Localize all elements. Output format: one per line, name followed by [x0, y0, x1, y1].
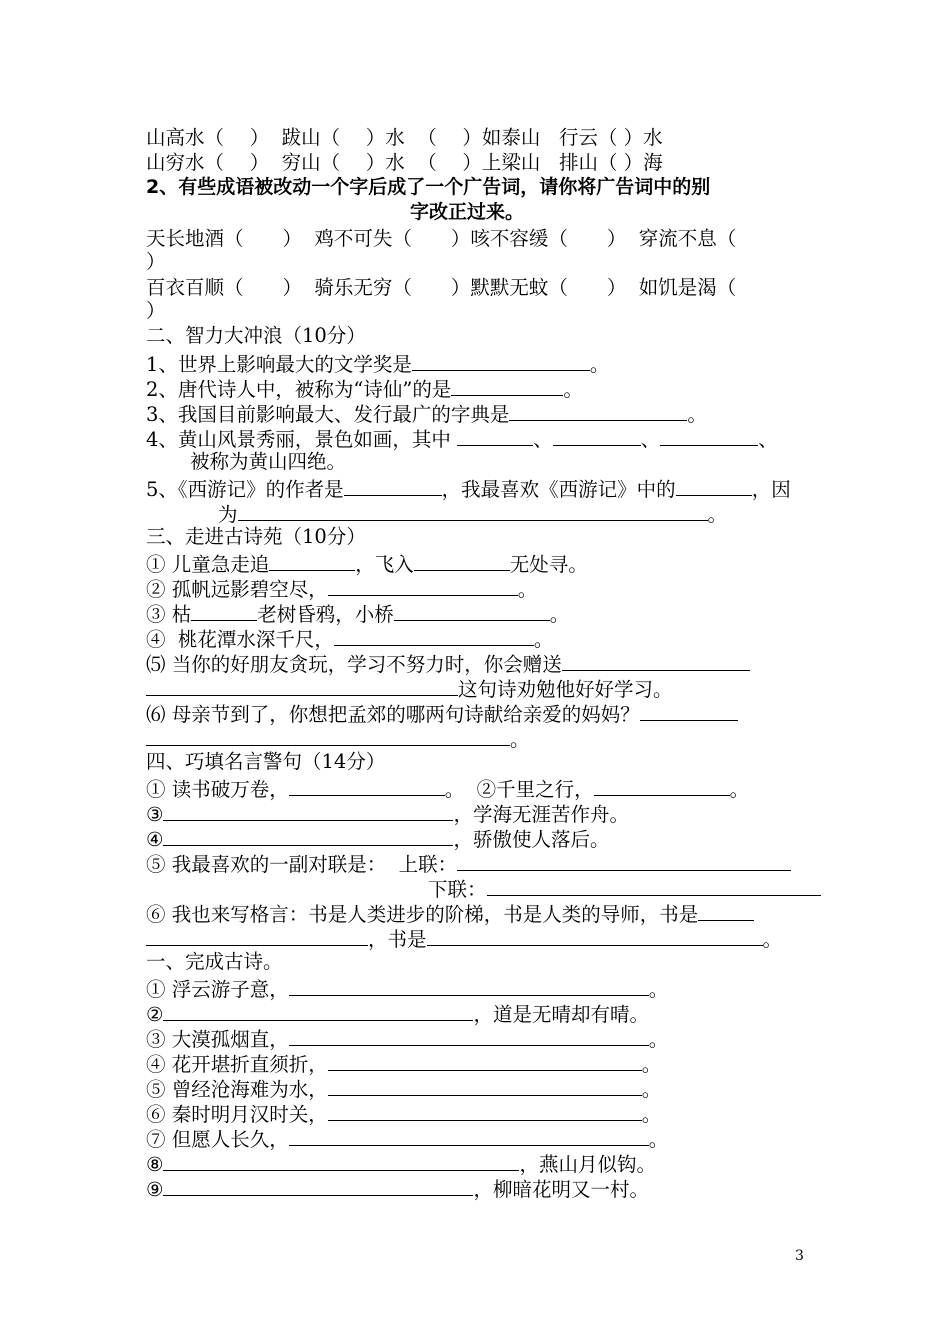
s3-line-1: ① 儿童急走追 ，飞入 无处寻。 — [146, 553, 588, 576]
blank[interactable] — [163, 802, 453, 821]
blank[interactable] — [163, 827, 453, 846]
s2-question-2: 2、唐代诗人中，被称为“诗仙”的是 。 — [146, 378, 583, 401]
blank[interactable] — [146, 677, 458, 696]
s5-line-7: ⑦ 但愿人长久， 。 — [146, 1128, 669, 1151]
blank[interactable] — [289, 777, 445, 796]
s4-line-1: ① 读书破万卷， 。 ②千里之行， 。 — [146, 778, 750, 801]
s2-question-3: 3、我国目前影响最大、发行最广的字典是 。 — [146, 403, 707, 426]
s4-line-2: ③ ，学海无涯苦作舟。 — [146, 803, 629, 826]
blank[interactable] — [457, 852, 791, 871]
blank[interactable] — [457, 427, 533, 446]
section-5-heading: 一、完成古诗。 — [146, 950, 283, 973]
blank[interactable] — [146, 727, 510, 746]
blank[interactable] — [289, 977, 649, 996]
blank[interactable] — [328, 1077, 642, 1096]
blank[interactable] — [451, 377, 563, 396]
s3-line-6b: 。 — [146, 727, 530, 750]
blank[interactable] — [509, 402, 687, 421]
s3-line-5b: 这句诗劝勉他好好学习。 — [146, 677, 673, 700]
blank[interactable] — [269, 552, 355, 571]
s5-line-6: ⑥ 秦时明月汉时关， 。 — [146, 1103, 662, 1126]
s5-line-4: ④ 花开堪折直须折， 。 — [146, 1053, 662, 1076]
blank[interactable] — [344, 477, 442, 496]
idiom-row-1: 山高水（ ） 跋山（ ）水 （ ）如泰山 行云（ ）水 — [146, 126, 663, 149]
s4-line-7: ，书是 。 — [146, 927, 782, 950]
blank[interactable] — [328, 1052, 642, 1071]
blank[interactable] — [553, 427, 641, 446]
section-4-heading: 四、巧填名言警句（14分） — [146, 750, 386, 773]
s4-line-4: ⑤ 我最喜欢的一副对联是： 上联： — [146, 852, 791, 875]
blank[interactable] — [427, 927, 763, 946]
s2-question-1: 1、世界上影响最大的文学奖是 。 — [146, 353, 610, 376]
blank[interactable] — [289, 1127, 649, 1146]
s5-line-8: ⑧ ，燕山月似钩。 — [146, 1153, 656, 1176]
s5-line-2: ② ，道是无晴却有晴。 — [146, 1003, 649, 1026]
blank[interactable] — [562, 652, 750, 671]
ad-row-2: 百衣百顺（ ） 骑乐无穷（ ）默默无蚊（ ） 如饥是渴（ — [146, 276, 737, 299]
blank[interactable] — [238, 502, 708, 521]
blank[interactable] — [660, 427, 758, 446]
blank[interactable] — [412, 352, 590, 371]
page-number: 3 — [795, 1248, 804, 1264]
s2-question-4-line-2: 被称为黄山四绝。 — [190, 450, 347, 473]
s5-line-3: ③ 大漠孤烟直， 。 — [146, 1028, 669, 1051]
idiom-row-2: 山穷水（ ） 穷山（ ）水 （ ）上梁山 排山（ ）海 — [146, 151, 663, 174]
blank[interactable] — [676, 477, 752, 496]
s3-line-5: ⑸ 当你的好朋友贪玩，学习不努力时，你会赠送 — [146, 652, 750, 675]
blank[interactable] — [146, 927, 368, 946]
s5-line-9: ⑨ ，柳暗花明又一村。 — [146, 1178, 649, 1201]
blank[interactable] — [640, 702, 738, 721]
section-2-heading: 二、智力大冲浪（10分） — [146, 324, 366, 347]
blank[interactable] — [191, 602, 257, 621]
blank[interactable] — [487, 877, 821, 896]
s2-question-5-line-2: 为 。 — [218, 503, 728, 526]
s2-question-4: 4、黄山风景秀丽，景色如画，其中 、 、 、 — [146, 428, 778, 451]
s5-line-1: ① 浮云游子意， 。 — [146, 978, 669, 1001]
ad-row-2-close: ） — [146, 299, 166, 322]
ad-section-title-line-2: 字改正过来。 — [410, 201, 525, 223]
blank[interactable] — [328, 1102, 642, 1121]
s3-line-2: ② 孤帆远影碧空尽， 。 — [146, 578, 538, 601]
s2-question-5: 5、《西游记》的作者是 ，我最喜欢《西游记》中的 ，因 — [146, 478, 791, 501]
s3-line-4: ④ 桃花潭水深千尺， 。 — [146, 628, 554, 651]
s4-line-6: ⑥ 我也来写格言：书是人类进步的阶梯，书是人类的导师，书是 — [146, 902, 754, 925]
blank[interactable] — [334, 627, 534, 646]
ad-row-1: 天长地酒（ ） 鸡不可失（ ）咳不容缓（ ） 穿流不息（ — [146, 227, 737, 250]
blank[interactable] — [163, 1152, 519, 1171]
s3-line-6: ⑹ 母亲节到了，你想把孟郊的哪两句诗献给亲爱的妈妈？ — [146, 702, 738, 725]
s4-line-3: ④ ，骄傲使人落后。 — [146, 828, 610, 851]
blank[interactable] — [414, 552, 510, 571]
blank[interactable] — [328, 577, 518, 596]
s5-line-5: ⑤ 曾经沧海难为水， 。 — [146, 1078, 662, 1101]
blank[interactable] — [163, 1002, 473, 1021]
blank[interactable] — [163, 1177, 473, 1196]
s4-line-5: 下联： — [428, 877, 821, 900]
blank[interactable] — [394, 602, 550, 621]
blank[interactable] — [698, 902, 754, 921]
section-3-heading: 三、走进古诗苑（10分） — [146, 525, 366, 548]
ad-section-title-line-1: 2、有些成语被改动一个字后成了一个广告词，请你将广告词中的别 — [146, 176, 711, 198]
s3-line-3: ③ 枯 老树昏鸦，小桥 。 — [146, 603, 570, 626]
blank[interactable] — [289, 1027, 649, 1046]
ad-row-1-close: ） — [146, 250, 166, 273]
blank[interactable] — [594, 777, 730, 796]
